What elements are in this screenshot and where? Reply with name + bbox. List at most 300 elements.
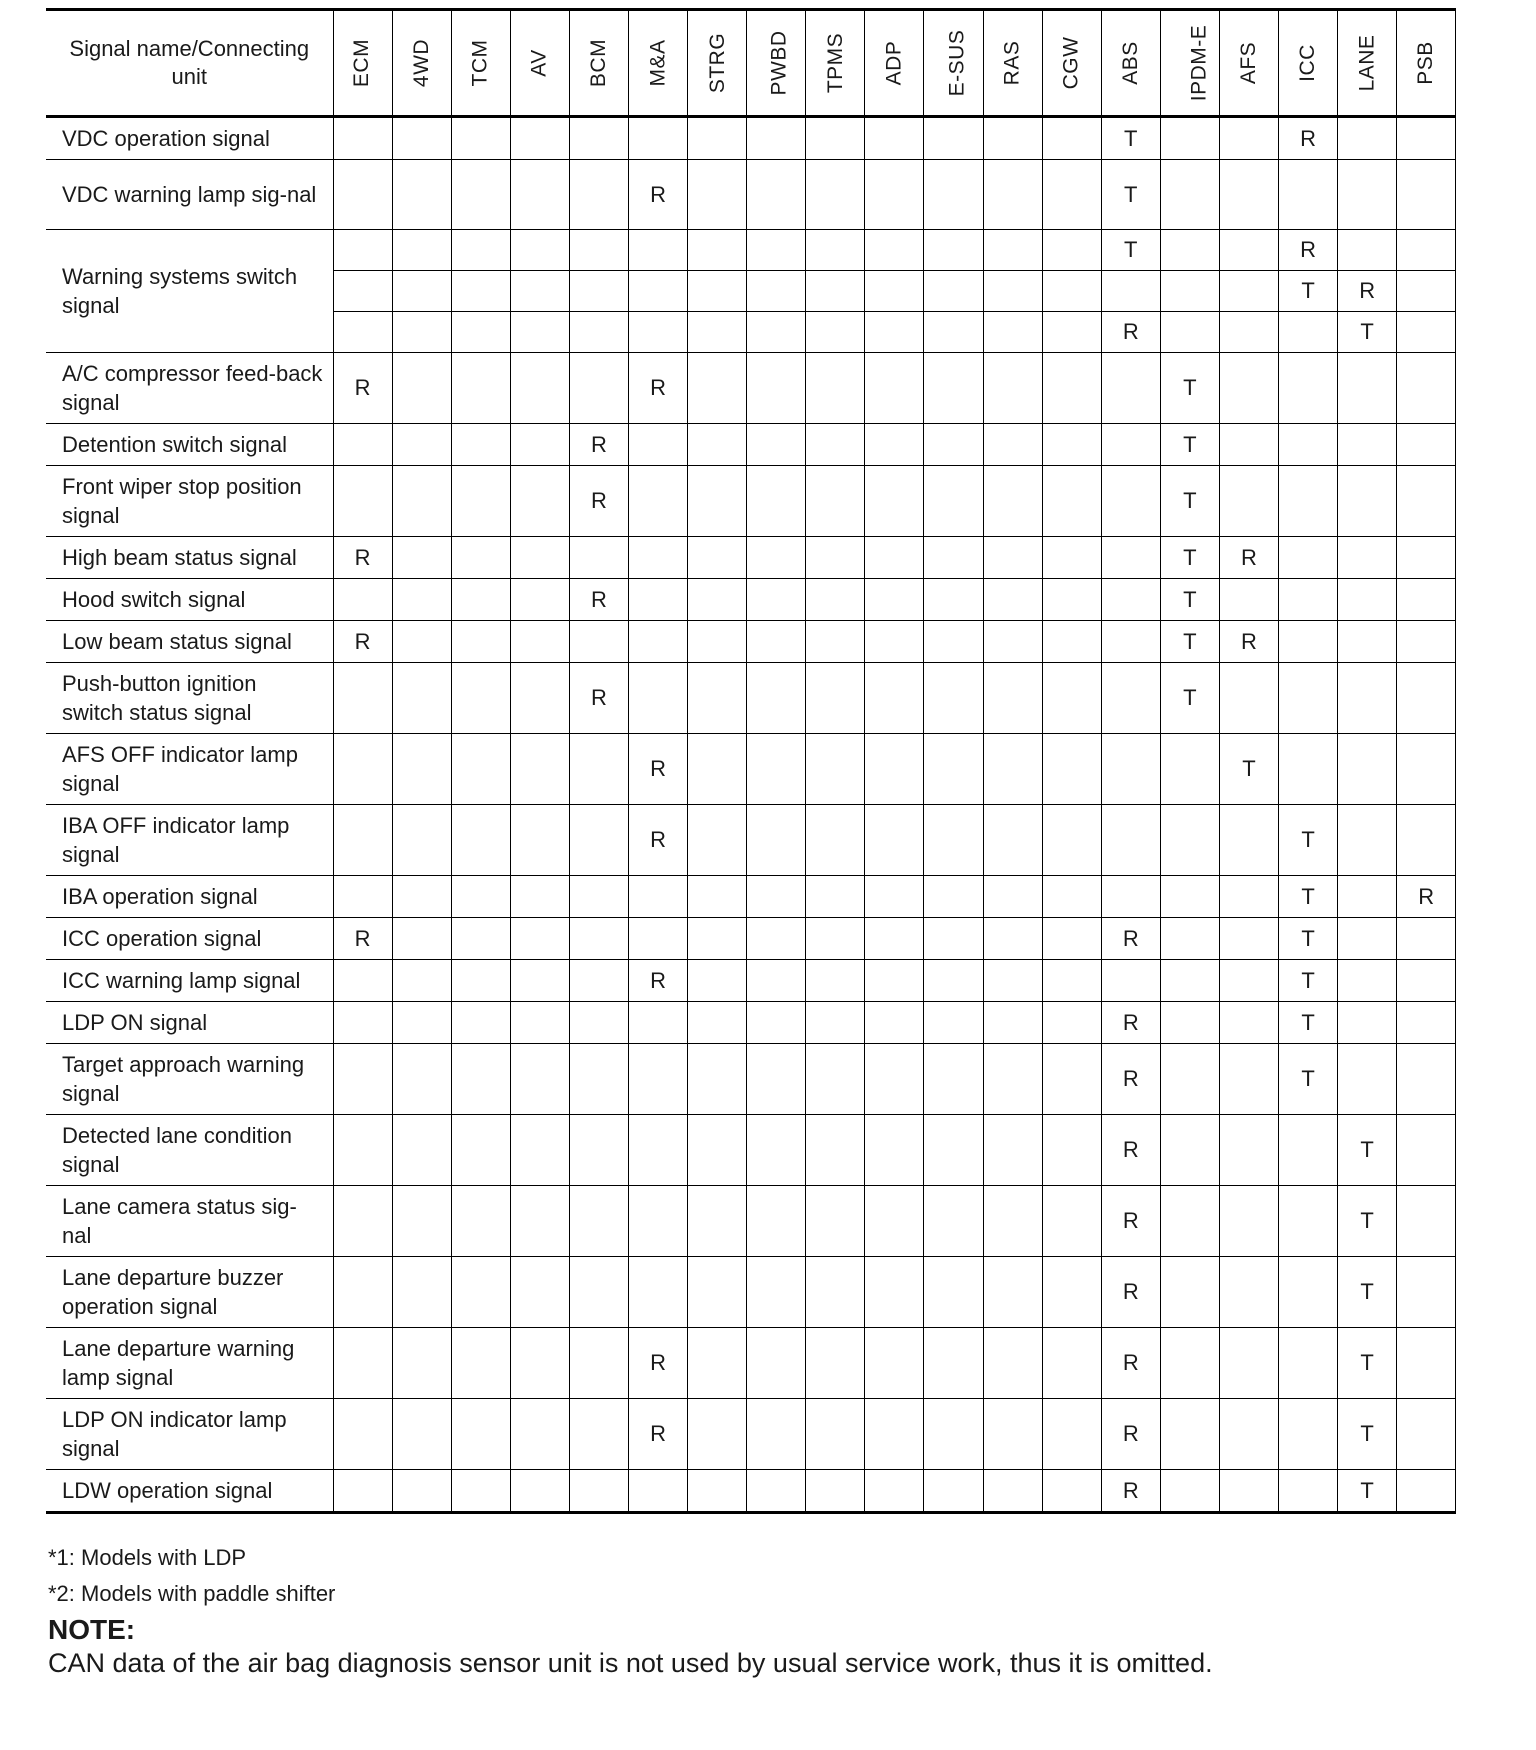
signal-cell <box>688 621 747 663</box>
signal-cell <box>983 1399 1042 1470</box>
signal-cell <box>924 579 983 621</box>
signal-cell: R <box>333 621 392 663</box>
signal-cell <box>1042 1186 1101 1257</box>
signal-cell <box>806 663 865 734</box>
signal-cell <box>806 960 865 1002</box>
signal-cell <box>451 537 510 579</box>
signal-cell <box>333 312 392 353</box>
signal-cell <box>1042 271 1101 312</box>
signal-cell <box>1042 537 1101 579</box>
signal-cell <box>333 960 392 1002</box>
signal-cell <box>392 353 451 424</box>
signal-cell <box>510 579 569 621</box>
signal-cell <box>333 117 392 160</box>
signal-cell: R <box>628 1328 687 1399</box>
signal-cell <box>1338 1002 1397 1044</box>
signal-cell <box>1397 1399 1456 1470</box>
unit-header-label: RAS <box>1000 40 1024 86</box>
signal-cell <box>688 1470 747 1513</box>
signal-name: Lane departure warning lamp signal <box>46 1328 333 1399</box>
signal-cell <box>333 805 392 876</box>
signal-cell <box>451 353 510 424</box>
signal-cell <box>806 424 865 466</box>
signal-cell <box>1101 271 1160 312</box>
signal-cell <box>1219 117 1278 160</box>
signal-cell <box>392 1186 451 1257</box>
table-row <box>46 537 1456 579</box>
signal-cell <box>1338 424 1397 466</box>
signal-cell <box>1101 579 1160 621</box>
signal-cell <box>1397 621 1456 663</box>
unit-header-label: BCM <box>586 38 610 88</box>
signal-cell <box>747 1328 806 1399</box>
signal-cell <box>924 663 983 734</box>
table-row <box>46 960 1456 1002</box>
table-row <box>46 1257 1456 1328</box>
footnote-2: *2: Models with paddle shifter <box>48 1581 336 1606</box>
signal-cell <box>865 876 924 918</box>
signal-cell <box>1160 312 1219 353</box>
unit-header-label: ICC <box>1296 44 1320 82</box>
signal-cell <box>451 1257 510 1328</box>
unit-header <box>1279 10 1338 117</box>
signal-cell: T <box>1160 663 1219 734</box>
signal-cell <box>1397 579 1456 621</box>
signal-cell <box>392 876 451 918</box>
signal-cell <box>688 918 747 960</box>
unit-header-label: TCM <box>468 39 492 87</box>
signal-cell <box>1338 663 1397 734</box>
signal-cell <box>1042 918 1101 960</box>
signal-cell <box>1160 160 1219 230</box>
signal-cell <box>1219 960 1278 1002</box>
signal-cell <box>1338 466 1397 537</box>
signal-cell <box>392 960 451 1002</box>
unit-header-label: E-SUS <box>945 29 969 97</box>
signal-cell <box>1397 1186 1456 1257</box>
signal-cell <box>1219 312 1278 353</box>
signal-cell: R <box>628 805 687 876</box>
signal-cell <box>392 1044 451 1115</box>
table-row <box>46 1328 1456 1399</box>
signal-name: IBA OFF indicator lamp signal <box>46 805 333 876</box>
signal-cell <box>806 160 865 230</box>
signal-cell <box>451 579 510 621</box>
signal-cell <box>510 663 569 734</box>
signal-cell <box>983 230 1042 271</box>
table-row <box>46 160 1456 230</box>
signal-cell <box>1279 1257 1338 1328</box>
signal-cell <box>569 312 628 353</box>
signal-cell: R <box>628 734 687 805</box>
signal-cell <box>806 876 865 918</box>
signal-cell: R <box>1101 1328 1160 1399</box>
signal-cell <box>510 876 569 918</box>
signal-cell <box>628 230 687 271</box>
signal-name: Lane camera status sig-nal <box>46 1186 333 1257</box>
unit-header <box>1101 10 1160 117</box>
signal-cell: T <box>1338 1115 1397 1186</box>
signal-cell <box>1101 805 1160 876</box>
signal-cell <box>806 1115 865 1186</box>
signal-cell <box>1101 424 1160 466</box>
signal-cell <box>1219 1044 1278 1115</box>
signal-cell <box>747 805 806 876</box>
signal-cell <box>628 271 687 312</box>
signal-cell <box>1338 876 1397 918</box>
signal-cell <box>924 537 983 579</box>
signal-cell <box>569 960 628 1002</box>
signal-cell: T <box>1338 1328 1397 1399</box>
signal-cell <box>569 1044 628 1115</box>
signal-cell <box>865 312 924 353</box>
signal-cell <box>510 1186 569 1257</box>
signal-cell <box>510 537 569 579</box>
signal-cell <box>1042 424 1101 466</box>
signal-cell <box>1397 160 1456 230</box>
table-row <box>46 1044 1456 1115</box>
unit-header <box>1397 10 1456 117</box>
signal-cell <box>924 271 983 312</box>
signal-cell: R <box>333 537 392 579</box>
signal-cell: R <box>1101 312 1160 353</box>
signal-cell <box>1160 230 1219 271</box>
signal-cell <box>747 1399 806 1470</box>
signal-cell <box>451 117 510 160</box>
signal-cell <box>924 1044 983 1115</box>
signal-cell <box>451 271 510 312</box>
signal-cell <box>628 312 687 353</box>
unit-header <box>688 10 747 117</box>
signal-cell <box>392 1257 451 1328</box>
signal-cell <box>392 734 451 805</box>
signal-cell <box>1279 579 1338 621</box>
table-row <box>46 424 1456 466</box>
signal-cell: R <box>628 353 687 424</box>
signal-cell <box>1397 424 1456 466</box>
signal-cell <box>983 1328 1042 1399</box>
table-row <box>46 1399 1456 1470</box>
signal-cell <box>1101 537 1160 579</box>
signal-name: Warning systems switch signal <box>46 230 333 353</box>
signal-cell <box>1219 1328 1278 1399</box>
signal-cell <box>1160 117 1219 160</box>
signal-cell <box>1042 230 1101 271</box>
signal-cell <box>688 805 747 876</box>
signal-cell <box>1338 117 1397 160</box>
signal-cell <box>1338 805 1397 876</box>
signal-cell <box>688 876 747 918</box>
signal-cell <box>1397 805 1456 876</box>
unit-header-label: ADP <box>882 40 906 86</box>
signal-cell <box>1279 1328 1338 1399</box>
signal-cell <box>628 1115 687 1186</box>
signal-cell <box>688 1328 747 1399</box>
signal-cell <box>392 271 451 312</box>
signal-cell <box>1219 1002 1278 1044</box>
signal-cell: R <box>333 353 392 424</box>
unit-header <box>333 10 392 117</box>
signal-cell <box>983 312 1042 353</box>
unit-header <box>569 10 628 117</box>
table-row <box>46 918 1456 960</box>
signal-cell <box>1397 117 1456 160</box>
signal-cell <box>451 918 510 960</box>
unit-header <box>747 10 806 117</box>
signal-cell <box>510 960 569 1002</box>
signal-cell <box>628 1470 687 1513</box>
unit-header <box>983 10 1042 117</box>
signal-cell <box>1101 353 1160 424</box>
signal-cell: T <box>1279 271 1338 312</box>
signal-cell <box>628 117 687 160</box>
signal-cell <box>1279 353 1338 424</box>
signal-cell <box>392 805 451 876</box>
signal-cell <box>747 1115 806 1186</box>
signal-cell <box>983 621 1042 663</box>
signal-cell <box>865 579 924 621</box>
signal-cell <box>1279 1186 1338 1257</box>
signal-cell <box>1219 663 1278 734</box>
signal-cell <box>688 1186 747 1257</box>
signal-cell <box>569 876 628 918</box>
signal-cell <box>1042 117 1101 160</box>
signal-cell <box>1042 160 1101 230</box>
unit-header-label: ECM <box>350 38 374 88</box>
signal-cell <box>924 1002 983 1044</box>
signal-cell: T <box>1160 424 1219 466</box>
signal-cell <box>983 537 1042 579</box>
signal-cell <box>569 230 628 271</box>
signal-cell <box>1397 1044 1456 1115</box>
signal-cell <box>806 353 865 424</box>
signal-cell <box>747 1044 806 1115</box>
signal-cell <box>628 466 687 537</box>
signal-cell <box>1219 353 1278 424</box>
signal-cell: R <box>1219 621 1278 663</box>
signal-cell <box>569 805 628 876</box>
signal-cell <box>510 353 569 424</box>
signal-cell <box>983 876 1042 918</box>
signal-cell: R <box>1397 876 1456 918</box>
table-row <box>46 353 1456 424</box>
signal-cell <box>688 537 747 579</box>
signal-cell <box>806 1399 865 1470</box>
signal-cell <box>865 1115 924 1186</box>
signal-cell <box>983 918 1042 960</box>
signal-cell <box>569 117 628 160</box>
signal-cell <box>1397 353 1456 424</box>
signal-name: IBA operation signal <box>46 876 333 918</box>
signal-cell <box>451 160 510 230</box>
unit-header <box>628 10 687 117</box>
signal-cell <box>1397 734 1456 805</box>
signal-cell <box>806 1044 865 1115</box>
signal-cell <box>510 230 569 271</box>
signal-cell <box>392 579 451 621</box>
signal-cell <box>1219 230 1278 271</box>
signal-cell <box>1042 1115 1101 1186</box>
signal-cell: R <box>1101 1044 1160 1115</box>
signal-cell <box>333 424 392 466</box>
signal-cell: T <box>1338 1257 1397 1328</box>
signal-cell: R <box>1101 1115 1160 1186</box>
signal-cell: T <box>1338 1399 1397 1470</box>
signal-cell <box>628 579 687 621</box>
unit-header-label: TPMS <box>824 32 848 94</box>
signal-cell <box>865 960 924 1002</box>
signal-cell <box>1397 312 1456 353</box>
signal-cell <box>806 918 865 960</box>
signal-cell <box>1279 537 1338 579</box>
signal-cell <box>1219 1399 1278 1470</box>
unit-header-label: CGW <box>1059 36 1083 90</box>
signal-cell <box>747 1470 806 1513</box>
signal-cell <box>806 805 865 876</box>
signal-cell <box>1338 918 1397 960</box>
signal-cell <box>806 1186 865 1257</box>
signal-cell <box>747 424 806 466</box>
signal-cell <box>510 805 569 876</box>
signal-cell <box>1397 1257 1456 1328</box>
signal-name: LDW operation signal <box>46 1470 333 1513</box>
signal-cell <box>865 734 924 805</box>
signal-cell <box>924 876 983 918</box>
signal-cell: T <box>1279 960 1338 1002</box>
signal-cell <box>392 537 451 579</box>
unit-header-label: IPDM-E <box>1187 24 1211 102</box>
signal-cell <box>1042 621 1101 663</box>
table-row <box>46 466 1456 537</box>
signal-cell <box>865 663 924 734</box>
signal-cell <box>628 424 687 466</box>
signal-cell <box>1397 1328 1456 1399</box>
unit-header <box>1042 10 1101 117</box>
signal-cell <box>983 805 1042 876</box>
signal-cell <box>1338 230 1397 271</box>
unit-header <box>1338 10 1397 117</box>
signal-cell <box>865 1328 924 1399</box>
signal-cell <box>747 353 806 424</box>
signal-cell <box>1397 1115 1456 1186</box>
signal-cell <box>333 1328 392 1399</box>
signal-cell <box>747 663 806 734</box>
signal-cell <box>451 663 510 734</box>
signal-cell <box>688 1399 747 1470</box>
signal-cell <box>983 960 1042 1002</box>
signal-cell <box>1219 579 1278 621</box>
signal-cell <box>451 734 510 805</box>
signal-cell <box>806 1002 865 1044</box>
signal-name: Front wiper stop position signal <box>46 466 333 537</box>
signal-cell <box>392 621 451 663</box>
signal-cell <box>865 230 924 271</box>
unit-header <box>510 10 569 117</box>
signal-cell <box>451 960 510 1002</box>
signal-cell <box>1219 271 1278 312</box>
signal-cell <box>1279 312 1338 353</box>
signal-cell <box>333 1257 392 1328</box>
signal-name: AFS OFF indicator lamp signal <box>46 734 333 805</box>
signal-cell <box>983 117 1042 160</box>
table-row <box>46 1186 1456 1257</box>
signal-cell <box>924 918 983 960</box>
signal-cell <box>1042 663 1101 734</box>
signal-cell <box>865 1399 924 1470</box>
signal-cell <box>1219 918 1278 960</box>
unit-header <box>806 10 865 117</box>
table-header-row <box>46 10 1456 117</box>
signal-cell <box>924 621 983 663</box>
signal-cell <box>628 876 687 918</box>
signal-cell <box>333 734 392 805</box>
signal-cell <box>1042 734 1101 805</box>
signal-cell <box>1042 1044 1101 1115</box>
signal-cell <box>1397 271 1456 312</box>
signal-cell <box>1160 1328 1219 1399</box>
signal-cell <box>1042 353 1101 424</box>
signal-cell: T <box>1101 230 1160 271</box>
signal-cell <box>924 805 983 876</box>
signal-cell <box>865 424 924 466</box>
signal-cell <box>688 466 747 537</box>
signal-cell <box>333 271 392 312</box>
signal-cell <box>806 466 865 537</box>
signal-cell <box>1219 805 1278 876</box>
signal-cell <box>392 424 451 466</box>
signal-cell <box>747 1002 806 1044</box>
signal-cell <box>569 537 628 579</box>
signal-cell <box>865 353 924 424</box>
signal-cell <box>1101 466 1160 537</box>
signal-cell <box>688 117 747 160</box>
signal-cell: R <box>569 579 628 621</box>
signal-cell <box>510 1328 569 1399</box>
signal-cell <box>924 1115 983 1186</box>
signal-cell <box>1397 960 1456 1002</box>
signal-cell <box>688 663 747 734</box>
table-body <box>46 117 1456 1513</box>
signal-cell <box>333 230 392 271</box>
signal-cell <box>333 466 392 537</box>
signal-cell: R <box>1101 1186 1160 1257</box>
signal-cell <box>747 160 806 230</box>
signal-cell <box>628 1186 687 1257</box>
signal-cell: T <box>1160 353 1219 424</box>
signal-cell <box>865 1470 924 1513</box>
signal-cell: T <box>1279 805 1338 876</box>
signal-cell <box>806 579 865 621</box>
signal-cell <box>1160 1044 1219 1115</box>
signal-cell <box>983 1044 1042 1115</box>
unit-header <box>865 10 924 117</box>
signal-cell <box>628 1044 687 1115</box>
signal-cell <box>747 537 806 579</box>
signal-cell <box>392 918 451 960</box>
signal-cell <box>924 1470 983 1513</box>
signal-cell <box>1397 663 1456 734</box>
signal-cell <box>569 734 628 805</box>
note-text: CAN data of the air bag diagnosis sensor unit is not used by usual service work, thus it is omitted. <box>48 1648 1213 1678</box>
signal-unit-table <box>46 8 1456 1514</box>
signal-cell: R <box>569 663 628 734</box>
signal-cell: T <box>1279 1044 1338 1115</box>
signal-cell <box>392 312 451 353</box>
signal-cell <box>1219 424 1278 466</box>
signal-cell <box>1160 1399 1219 1470</box>
signal-cell <box>392 1399 451 1470</box>
signal-cell <box>806 537 865 579</box>
